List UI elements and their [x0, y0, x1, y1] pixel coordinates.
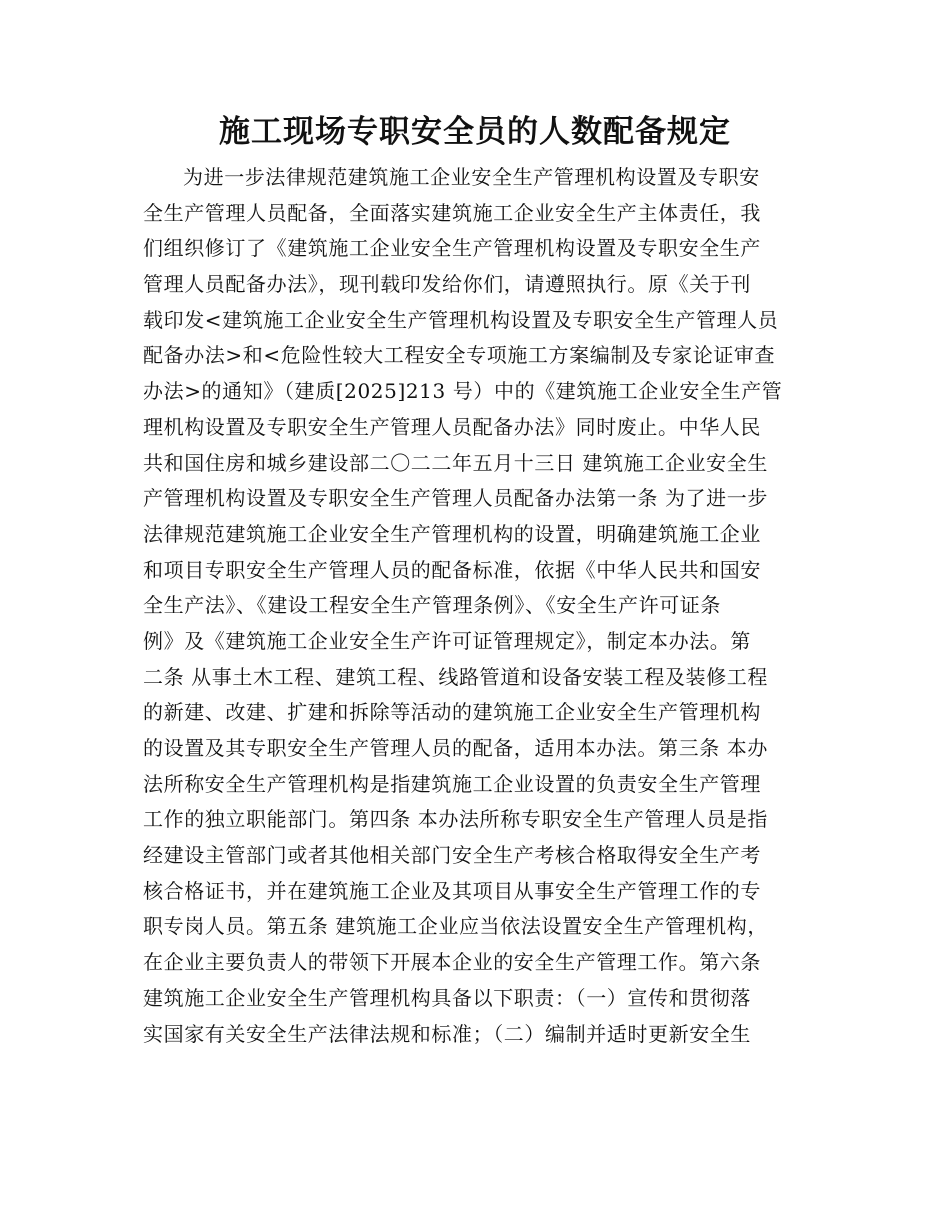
text-line: 实国家有关安全生产法律法规和标准；（二）编制并适时更新安全生: [143, 1021, 751, 1046]
text-line: 职专岗人员。第五条 建筑施工企业应当依法设置安全生产管理机构，: [143, 914, 768, 939]
text-line: 办法>的通知》（建质[2025]213 号）中的《建筑施工企业安全生产管: [143, 379, 783, 404]
text-line: 产管理机构设置及专职安全生产管理人员配备办法第一条 为了进一步: [143, 486, 768, 511]
text-line: 管理人员配备办法》，现刊载印发给你们，请遵照执行。原《关于刊: [143, 272, 751, 297]
text-line: 二条 从事土木工程、建筑工程、线路管道和设备安装工程及装修工程: [143, 664, 768, 689]
text-line: 全生产法》、《建设工程安全生产管理条例》、《安全生产许可证条: [143, 593, 721, 618]
text-line: 的新建、改建、扩建和拆除等活动的建筑施工企业安全生产管理机构: [143, 700, 761, 725]
text-line: 在企业主要负责人的带领下开展本企业的安全生产管理工作。第六条: [143, 950, 761, 975]
text-line: 工作的独立职能部门。第四条 本办法所称专职安全生产管理人员是指: [143, 807, 768, 832]
text-line: 载印发<建筑施工企业安全生产管理机构设置及专职安全生产管理人员: [143, 307, 779, 332]
text-line: 理机构设置及专职安全生产管理人员配备办法》同时废止。中华人民: [143, 414, 761, 439]
text-line: 例》及《建筑施工企业安全生产许可证管理规定》，制定本办法。第: [143, 628, 751, 653]
text-line: 法所称安全生产管理机构是指建筑施工企业设置的负责安全生产管理: [143, 771, 761, 796]
text-line: 们组织修订了《建筑施工企业安全生产管理机构设置及专职安全生产: [143, 236, 761, 261]
text-line: 为进一步法律规范建筑施工企业安全生产管理机构设置及专职安: [183, 165, 760, 189]
text-line: 建筑施工企业安全生产管理机构具备以下职责：（一）宣传和贯彻落: [143, 985, 751, 1010]
text-line: 共和国住房和城乡建设部二〇二二年五月十三日 建筑施工企业安全生: [143, 450, 768, 475]
text-line: 经建设主管部门或者其他相关部门安全生产考核合格取得安全生产考: [143, 843, 761, 868]
document-body: [143, 160, 808, 1052]
text-line: 法律规范建筑施工企业安全生产管理机构的设置，明确建筑施工企业: [143, 521, 761, 546]
text-line: 配备办法>和<危险性较大工程安全专项施工方案编制及专家论证审查: [143, 343, 776, 368]
text-line: 全生产管理人员配备，全面落实建筑施工企业安全生产主体责任，我: [143, 200, 761, 225]
document-title: 施工现场专职安全员的人数配备规定: [219, 114, 731, 150]
text-line: 和项目专职安全生产管理人员的配备标准，依据《中华人民共和国安: [143, 557, 761, 582]
text-line: 核合格证书，并在建筑施工企业及其项目从事安全生产管理工作的专: [143, 878, 761, 903]
text-line: 的设置及其专职安全生产管理人员的配备，适用本办法。第三条 本办: [143, 736, 768, 760]
